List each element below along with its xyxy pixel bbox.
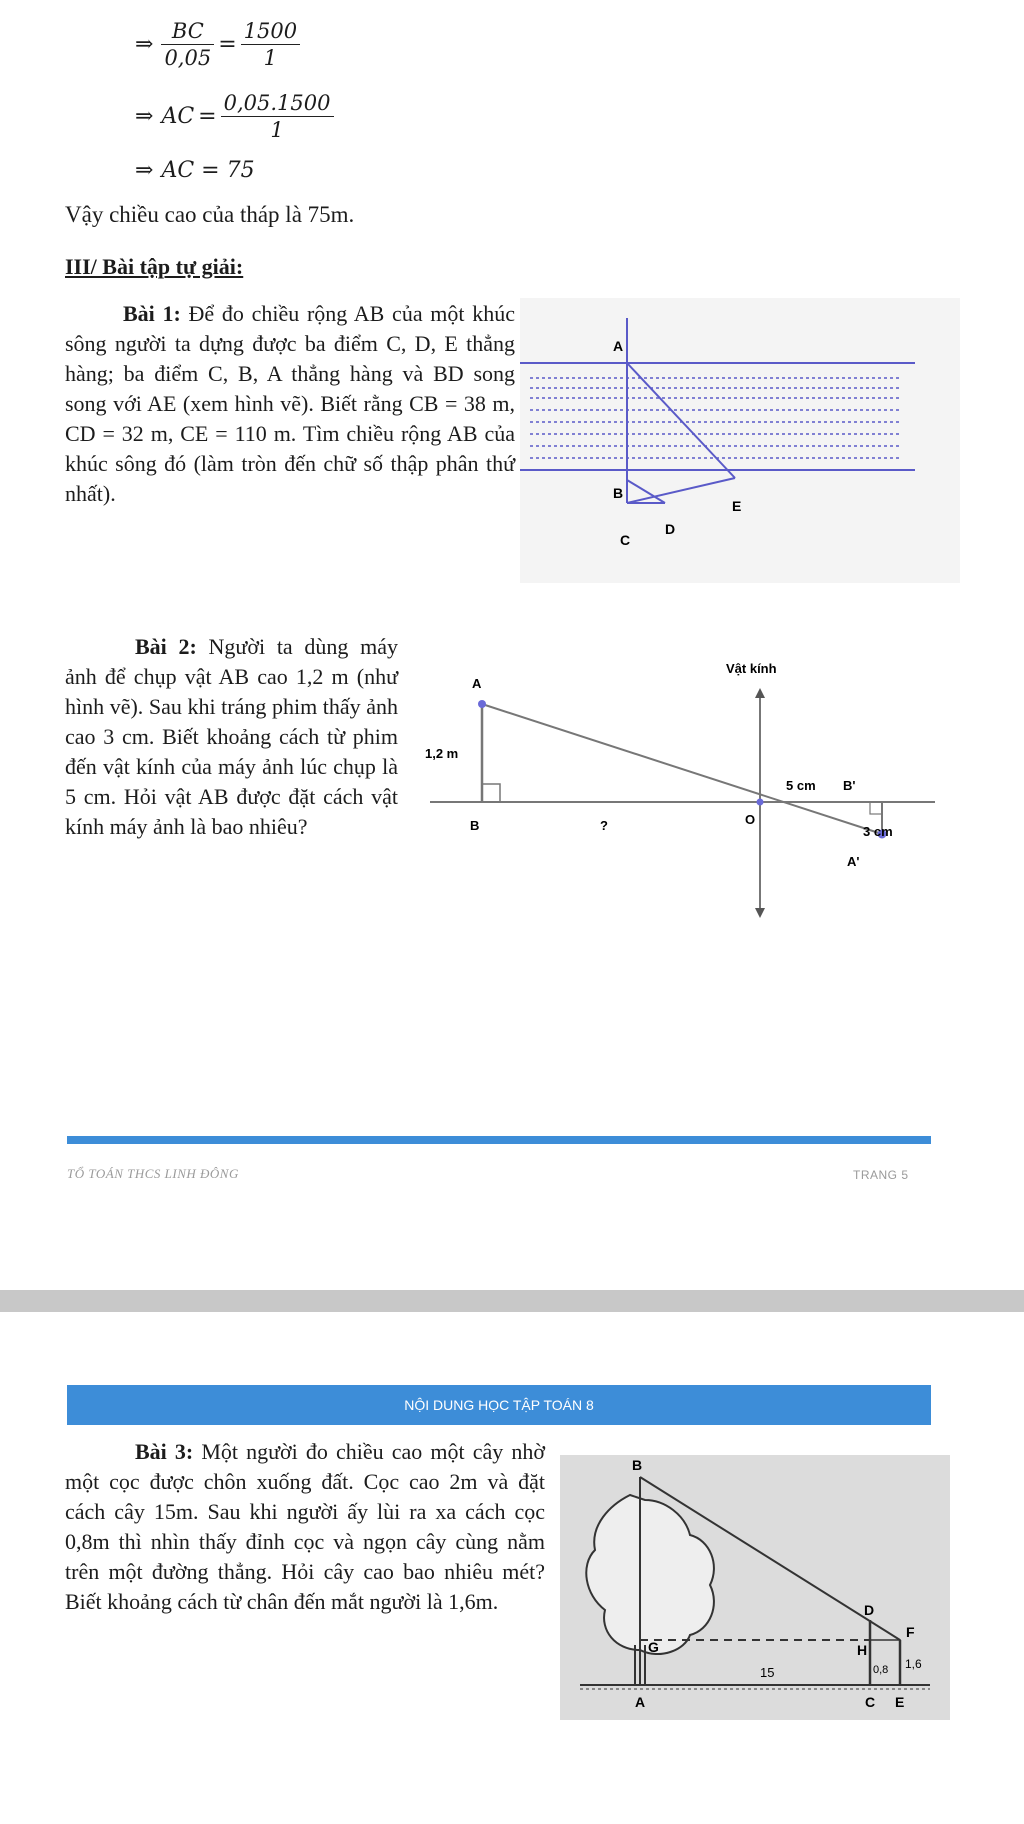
bai1-body: Để đo chiều rộng AB của một khúc sông người ta dựng được ba điểm C, D, E thẳng hàng; ba điểm C, B, A thẳng hàng và BD song song với AE (xem hình vẽ). Biết rằng CB = 38 m, CD = 32 m, CE = 110 m. Tìm chiều rộng AB của khúc sông đó (làm tròn đến chữ số thập phân thứ nhất). bbox=[65, 301, 515, 506]
label-f: F bbox=[906, 1624, 915, 1640]
label-08: 0,8 bbox=[873, 1664, 889, 1676]
section-heading: III/ Bài tập tự giải: bbox=[65, 254, 244, 279]
label-d: D bbox=[665, 521, 676, 537]
page-banner: NỘI DUNG HỌC TẬP TOÁN 8 bbox=[67, 1385, 931, 1425]
right-angle-b1 bbox=[870, 802, 882, 814]
label-a: A bbox=[635, 1694, 646, 1710]
label-c: C bbox=[620, 532, 631, 548]
footer-rule bbox=[67, 1136, 931, 1144]
label-3cm: 3 cm bbox=[863, 824, 893, 839]
label-a1: A' bbox=[847, 854, 860, 869]
point-a bbox=[478, 700, 486, 708]
bai3-label: Bài 3: bbox=[135, 1439, 194, 1464]
label-a: A bbox=[472, 676, 482, 691]
bai2-label: Bài 2: bbox=[135, 634, 197, 659]
footer-left: TỔ TOÁN THCS LINH ĐÔNG bbox=[67, 1166, 239, 1181]
point-o bbox=[757, 799, 764, 806]
bai2-camera-figure bbox=[420, 648, 940, 938]
label-c: C bbox=[865, 1694, 876, 1710]
fraction-ac: $\frac{0,05.1500}{1}$ bbox=[221, 90, 334, 143]
bai3-tree-figure bbox=[560, 1455, 950, 1720]
page-number: TRANG 5 bbox=[853, 1168, 909, 1182]
page-separator bbox=[0, 1290, 1024, 1312]
label-b: B bbox=[632, 1457, 643, 1473]
label-16: 1,6 bbox=[905, 1657, 922, 1671]
math-line-2: ⇒ AC = $\frac{0,05.1500}{1}$ bbox=[135, 90, 334, 143]
right-angle-b bbox=[482, 784, 500, 802]
ray-a-to-a1 bbox=[482, 704, 882, 834]
math-line-3: ⇒ AC = 75 bbox=[135, 158, 255, 183]
bai1-river-figure bbox=[520, 298, 960, 583]
segment-ae bbox=[627, 363, 735, 478]
label-b: B bbox=[470, 818, 480, 833]
label-height: 1,2 m bbox=[425, 746, 459, 761]
fraction-bc: $\frac{BC}{0,05}$ bbox=[161, 18, 214, 71]
bai2-text-block bbox=[65, 632, 398, 842]
label-b: B bbox=[613, 485, 624, 501]
label-g: G bbox=[648, 1639, 659, 1655]
label-lens: Vật kính bbox=[726, 661, 777, 676]
conclusion-text: Vậy chiều cao của tháp là 75m. bbox=[65, 202, 355, 227]
label-e: E bbox=[732, 498, 742, 514]
label-b1: B' bbox=[843, 778, 856, 793]
bai3-body: Một người đo chiều cao một cây nhờ một cọc được chôn xuống đất. Cọc cao 2m và đặt cách cây 15m. Sau khi người ấy lùi ra xa cách cọc 0,8m thì nhìn thấy đỉnh cọc và ngọn cây cùng nằm trên một đường thẳng. Hỏi cây cao bao nhiêu mét? Biết khoảng cách từ chân đến mắt người là 1,6m. bbox=[65, 1439, 545, 1614]
lens-arrow-bottom bbox=[755, 908, 765, 918]
bai2-body: Người ta dùng máy ảnh để chụp vật AB cao 1,2 m (như hình vẽ). Sau khi tráng phim thấy ảnh cao 3 cm. Biết khoảng cách từ phim đến vật kính của máy ảnh lúc chụp là 5 cm. Hỏi vật AB được đặt cách vật kính máy ảnh là bao nhiêu? bbox=[65, 634, 398, 839]
river-hatching bbox=[530, 378, 900, 458]
label-h: H bbox=[857, 1642, 868, 1658]
bai3-text-block bbox=[65, 1437, 545, 1617]
label-5cm: 5 cm bbox=[786, 778, 816, 793]
label-a: A bbox=[613, 338, 624, 354]
label-e: E bbox=[895, 1694, 905, 1710]
label-15: 15 bbox=[760, 1665, 775, 1680]
label-o: O bbox=[745, 812, 756, 827]
label-d: D bbox=[864, 1602, 875, 1618]
bai1-label: Bài 1: bbox=[123, 301, 181, 326]
math-line-1: ⇒ $\frac{BC}{0,05}$ = $\frac{1500}{1}$ bbox=[135, 18, 300, 71]
label-question: ? bbox=[600, 818, 608, 833]
bai1-text-block bbox=[65, 299, 515, 509]
fraction-1500: $\frac{1500}{1}$ bbox=[241, 18, 300, 71]
lens-arrow-top bbox=[755, 688, 765, 698]
